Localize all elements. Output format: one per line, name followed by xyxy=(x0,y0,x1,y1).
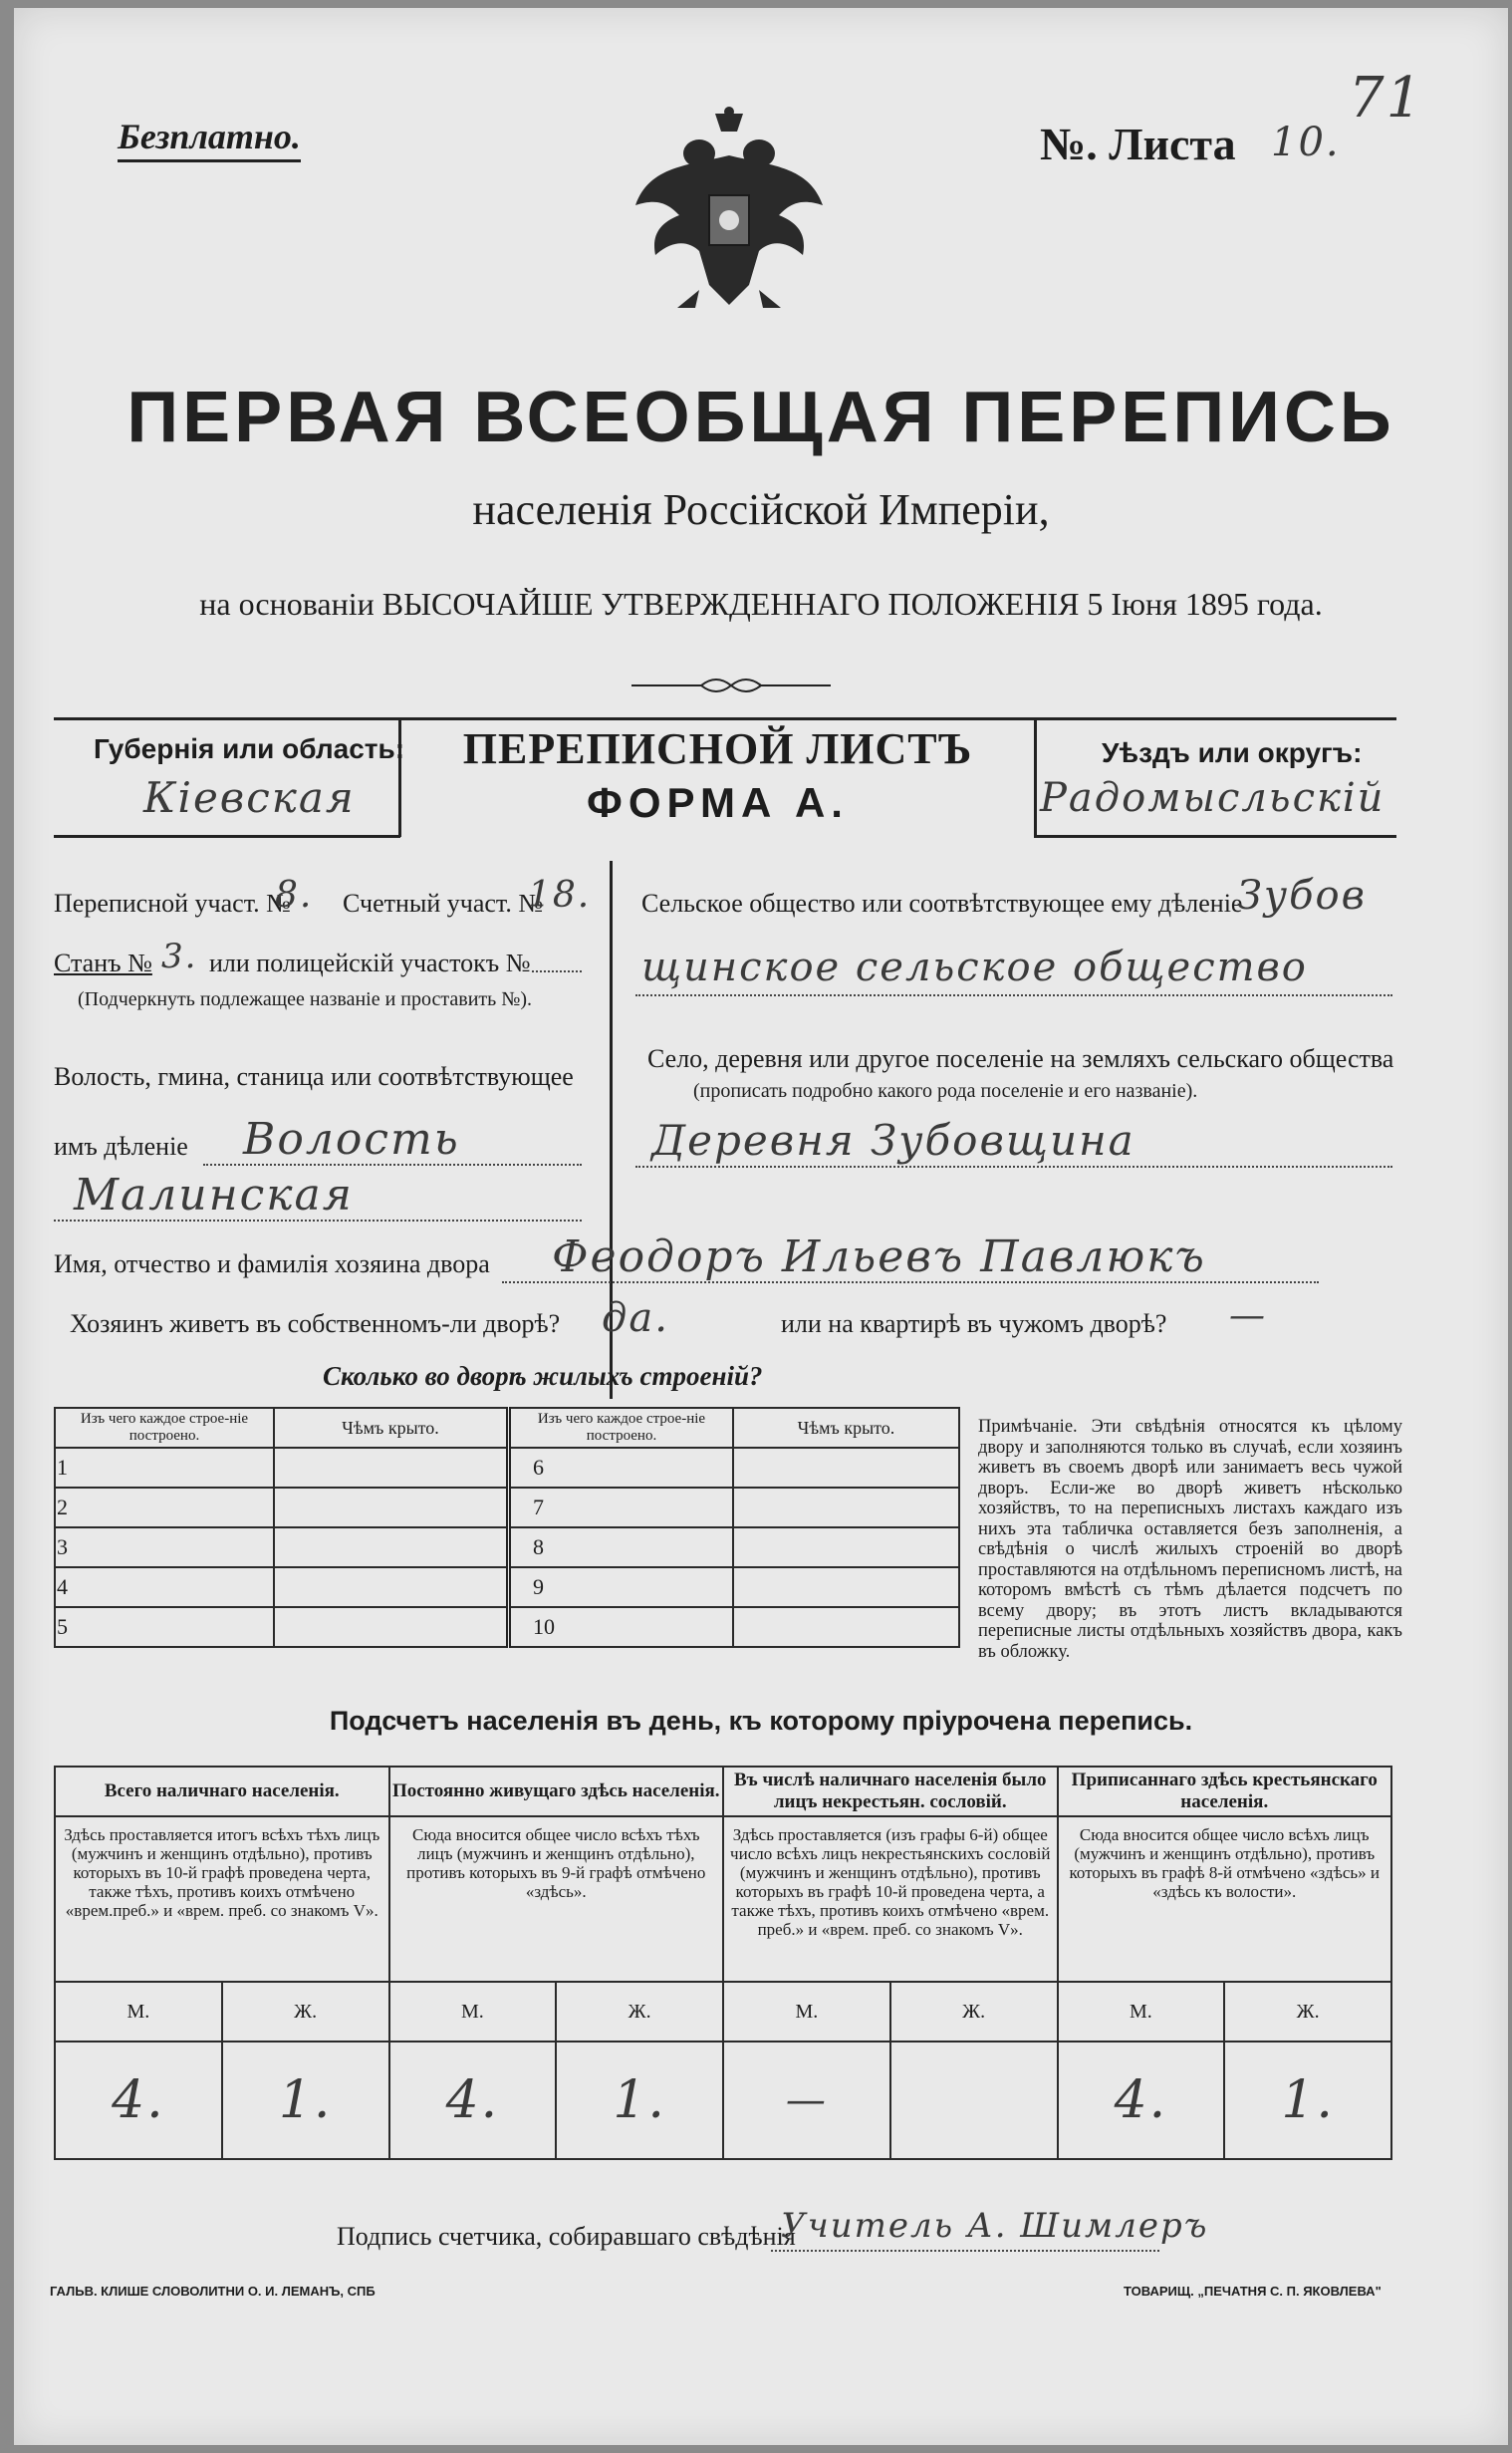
pop-col3-male: — xyxy=(723,2042,890,2159)
pop-col2-female: 1. xyxy=(556,2042,723,2159)
signature-value: Учитель А. Шимлеръ xyxy=(781,2206,1209,2246)
stan-value: 3. xyxy=(161,937,198,976)
volost-value-1: Волость xyxy=(243,1114,460,1165)
signature-label: Подпись счетчика, собиравшаго свѣдѣнія xyxy=(337,2222,796,2251)
village-label: Село, деревня или другое поселеніе на земляхъ сельскаго общества xyxy=(647,1044,1394,1073)
pop-col3-desc: Здѣсь проставляется (изъ графы 6-й) общее число всѣхъ лицъ некрестьянскихъ сословій (мужчинъ и женщинъ отдѣльно), противъ которыхъ въ графѣ 10-й проведена черта, а также тѣхъ, противъ коихъ отмѣчено «врем. преб.» и «врем. преб. со знакомъ V». xyxy=(723,1816,1058,1982)
imprint-left: ГАЛЬВ. КЛИШЕ СЛОВОЛИТНИ О. И. ЛЕМАНЪ, СПБ xyxy=(50,2284,376,2299)
col-roof-header: Чѣмъ крыто. xyxy=(274,1408,507,1448)
female-label: Ж. xyxy=(556,1982,723,2042)
rule xyxy=(1034,835,1396,838)
village-blank xyxy=(635,1166,1392,1168)
gubernia-value: Кіевская xyxy=(143,773,356,822)
legal-basis: на основаніи ВЫСОЧАЙШЕ УТВЕРЖДЕННАГО ПОЛОЖЕНІЯ 5 Іюня 1895 года. xyxy=(199,586,1323,622)
male-label: М. xyxy=(55,1982,222,2042)
male-label: М. xyxy=(1058,1982,1225,2042)
sheet-title: ПЕРЕПИСНОЙ ЛИСТЪ xyxy=(462,724,973,773)
pop-col2-header: Постоянно живущаго здѣсь населенія. xyxy=(389,1767,724,1816)
police-label: или полицейскій участокъ № xyxy=(209,949,531,977)
census-section-label: Переписной участ. № xyxy=(54,889,291,918)
pop-col1-header: Всего наличнаго населенія. xyxy=(55,1767,389,1816)
row-number: 5 xyxy=(55,1607,274,1647)
sheet-number-label: №. Листа xyxy=(1040,119,1236,169)
society-blank xyxy=(635,994,1392,996)
volost-label-1: Волость, гмина, станица или соотвѣтствующее xyxy=(54,1062,574,1091)
col-roof-header: Чѣмъ крыто. xyxy=(733,1408,959,1448)
census-section-value: 8. xyxy=(275,875,314,916)
female-label: Ж. xyxy=(890,1982,1058,2042)
own-yard-value: да. xyxy=(602,1295,669,1341)
owner-blank xyxy=(502,1281,1319,1283)
count-section-label: Счетный участ. № xyxy=(343,889,544,918)
subtitle: населенія Россійской Имперіи, xyxy=(472,485,1050,534)
pop-col4-female: 1. xyxy=(1224,2042,1391,2159)
owner-label: Имя, отчество и фамилія хозяина двора xyxy=(54,1249,490,1278)
volost-value-2: Малинская xyxy=(74,1170,354,1221)
pop-col3-header: Въ числѣ наличнаго населенія было лицъ некрестьян. сословій. xyxy=(723,1767,1058,1816)
row-number: 3 xyxy=(55,1527,274,1567)
archive-page-number: 71 xyxy=(1349,66,1424,131)
count-section-value: 18. xyxy=(528,875,592,916)
col-material-header: Изъ чего каждое строе-ніе построено. xyxy=(55,1408,274,1448)
uezd-value: Радомысльскій xyxy=(1040,775,1386,821)
police-blank xyxy=(532,970,582,972)
row-number: 1 xyxy=(55,1448,274,1488)
row-number: 6 xyxy=(509,1448,734,1488)
free-label: Безплатно. xyxy=(118,116,301,162)
buildings-question: Сколько во дворѣ жилыхъ строеній? xyxy=(323,1361,763,1391)
pop-col3-female xyxy=(890,2042,1058,2159)
male-label: М. xyxy=(723,1982,890,2042)
pop-col4-desc: Сюда вносится общее число всѣхъ лицъ (мужчинъ и женщинъ отдѣльно), противъ которыхъ въ графѣ 8-й отмѣчено «здѣсь» и «здѣсь къ волости». xyxy=(1058,1816,1392,1982)
ornament-divider-icon xyxy=(631,674,831,697)
population-table xyxy=(54,1766,1392,2160)
volost-label-2: имъ дѣленіе xyxy=(54,1132,188,1161)
uezd-label: Уѣздъ или округъ: xyxy=(1102,737,1363,768)
pop-col1-male: 4. xyxy=(55,2042,222,2159)
pop-col1-desc: Здѣсь проставляется итогъ всѣхъ тѣхъ лицъ (мужчинъ и женщинъ отдѣльно), противъ которыхъ въ 10-й графѣ проведена черта, также тѣхъ, противъ коихъ отмѣчено «врем.преб.» и «врем. преб. со знакомъ V». xyxy=(55,1816,389,1982)
female-label: Ж. xyxy=(222,1982,389,2042)
rent-label: или на квартирѣ въ чужомъ дворѣ? xyxy=(781,1309,1167,1338)
sheet-number-value: 10. xyxy=(1271,120,1341,165)
row-number: 10 xyxy=(509,1607,734,1647)
society-value-2: щинское сельское общество xyxy=(641,945,1308,990)
signature-blank xyxy=(771,2250,1159,2252)
pop-col1-female: 1. xyxy=(222,2042,389,2159)
col-material-header: Изъ чего каждое строе-ніе построено. xyxy=(509,1408,734,1448)
society-value-1: Зубов xyxy=(1237,873,1367,919)
row-number: 4 xyxy=(55,1567,274,1607)
population-title: Подсчетъ населенія въ день, къ которому пріурочена перепись. xyxy=(329,1706,1193,1736)
imprint-right: ТОВАРИЩ. „ПЕЧАТНЯ С. П. ЯКОВЛЕВА" xyxy=(1124,2284,1382,2299)
owner-value: Феодоръ Ильевъ Павлюкъ xyxy=(552,1231,1206,1282)
pop-col4-header: Приписаннаго здѣсь крестьянскаго населенія. xyxy=(1058,1767,1392,1816)
row-number: 2 xyxy=(55,1488,274,1527)
female-label: Ж. xyxy=(1224,1982,1391,2042)
gubernia-label: Губернія или область: xyxy=(94,733,405,764)
rule xyxy=(1034,717,1037,837)
village-note: (прописать подробно какого рода поселеніе и его названіе). xyxy=(693,1080,1198,1102)
underline-note: (Подчеркнуть подлежащее названіе и проставить №). xyxy=(78,988,532,1010)
volost-blank-1 xyxy=(203,1164,582,1166)
census-sheet xyxy=(14,8,1508,2445)
stan-label: Станъ № xyxy=(54,949,152,977)
pop-col4-male: 4. xyxy=(1058,2042,1225,2159)
pop-col2-desc: Сюда вносится общее число всѣхъ тѣхъ лицъ (мужчинъ и женщинъ отдѣльно), противъ которыхъ въ 9-й графѣ отмѣчено «здѣсь». xyxy=(389,1816,724,1982)
form-name: ФОРМА А. xyxy=(587,779,849,826)
row-number: 7 xyxy=(509,1488,734,1527)
own-yard-label: Хозяинъ живетъ въ собственномъ-ли дворѣ? xyxy=(70,1309,561,1338)
rule xyxy=(54,835,400,838)
buildings-table-left xyxy=(54,1407,508,1648)
buildings-table-right xyxy=(506,1407,960,1648)
row-number: 8 xyxy=(509,1527,734,1567)
main-title: ПЕРВАЯ ВСЕОБЩАЯ ПЕРЕПИСЬ xyxy=(126,378,1395,457)
pop-col2-male: 4. xyxy=(389,2042,557,2159)
volost-blank-2 xyxy=(54,1220,582,1222)
village-value: Деревня Зубовщина xyxy=(651,1116,1135,1165)
male-label: М. xyxy=(389,1982,557,2042)
row-number: 9 xyxy=(509,1567,734,1607)
rent-value: — xyxy=(1229,1295,1267,1336)
double-headed-eagle-icon xyxy=(630,106,829,315)
society-label: Сельское общество или соотвѣтствующее ему дѣленіе xyxy=(641,889,1243,918)
note-text: Примѣчаніе. Эти свѣдѣнія относятся къ цѣлому двору и заполняются только въ случаѣ, если хозяинъ живетъ въ своемъ дворѣ или занимаетъ весь чужой дворъ. Если-же во дворѣ живетъ нѣсколько хозяйствъ, то на переписныхъ листахъ каждаго изъ нихъ эта табличка оставляется безъ заполненія, а свѣдѣнія о числѣ жилыхъ строеній во дворѣ проставляются на отдѣльномъ переписномъ листѣ, на которомъ вмѣстѣ съ тѣмъ дѣлается подсчетъ по всему двору; въ этотъ листъ вкладываются переписные листы отдѣльныхъ хозяйствъ двора, какъ въ обложку. xyxy=(978,1417,1402,1662)
rule xyxy=(54,717,1396,720)
